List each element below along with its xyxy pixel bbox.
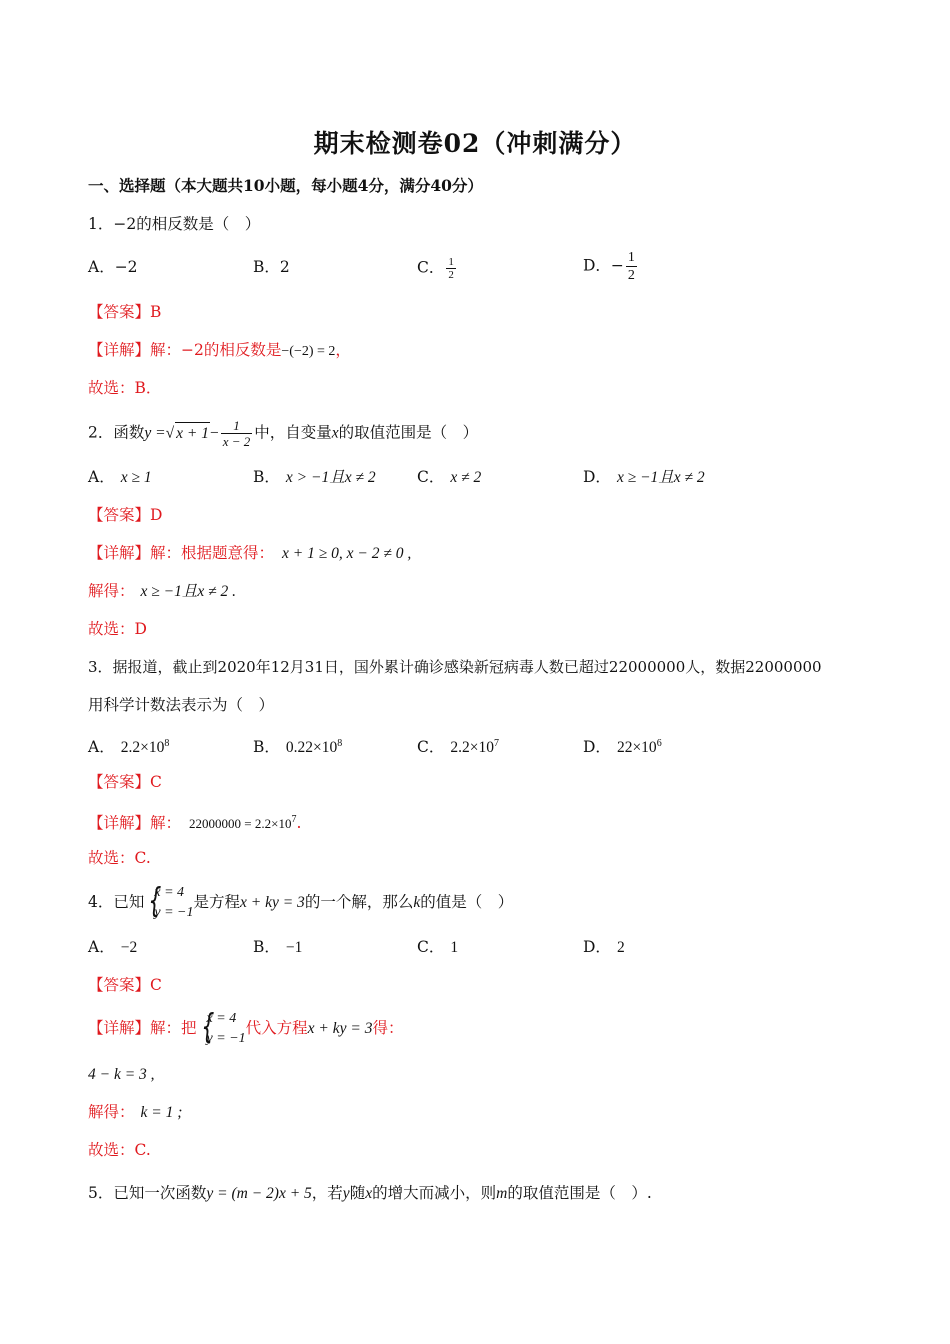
q2-option-b — [253, 466, 376, 489]
q2-option-d — [583, 466, 705, 489]
choose-label: 故选： — [88, 620, 135, 638]
q4-choose-value: C. — [134, 1141, 151, 1159]
q3-choose — [88, 847, 151, 869]
q2-stem: 2．函数y =√ x + 1− $\frac{1}{x - 2}$ 中，自变量x的取值范围是（ ） — [88, 418, 479, 449]
answer-label: 【答案】 — [88, 506, 151, 524]
q2-option-c-label: C． — [417, 468, 445, 486]
q2-explain — [88, 542, 411, 565]
choose-label: 故选： — [88, 379, 135, 397]
q2-option-a-math: x ≥ 1 — [120, 469, 152, 486]
q5-var-m: m — [496, 1185, 508, 1202]
q2-answer — [88, 504, 162, 526]
q3-choose-value: C. — [134, 849, 151, 867]
answer-label: 【答案】 — [88, 976, 151, 994]
q4-explain-pre: 把 — [181, 1019, 197, 1037]
q3-option-a-label: A． — [88, 738, 115, 757]
q4-explain-system — [197, 1009, 246, 1049]
q2-solved — [88, 580, 236, 603]
q1-option-c-label: C． — [417, 258, 445, 277]
q4-system — [144, 883, 193, 923]
q5-stem — [88, 1182, 652, 1205]
q5-stem-mid2: 随 — [349, 1184, 366, 1202]
q2-var: x — [331, 424, 339, 442]
q2-option-b-math: x > −1且x ≠ 2 — [285, 469, 376, 486]
q1-explain: 【详解】解：−2的相反数是−(−2) = 2， — [88, 341, 351, 359]
answer-label: 【答案】 — [88, 303, 151, 321]
q2-option-d-label: D． — [583, 468, 611, 486]
q5-stem-mid: ，若 — [311, 1184, 343, 1202]
q3-explain: 【详解】解： $22000000 = 2.2\times 10^7$. — [88, 814, 302, 833]
q4-option-a-label: A． — [88, 938, 115, 956]
left-brace-icon: { — [200, 1007, 214, 1047]
q4-option-b-label: B． — [253, 938, 280, 956]
q3-option-b-exp: 8 — [337, 738, 343, 749]
q4-explain-mid: 代入方程 — [245, 1019, 308, 1037]
q3-option-c-base: 2.2×10 — [450, 739, 494, 757]
q3-option-a — [88, 733, 169, 759]
q5-var-y: y — [342, 1185, 350, 1202]
choose-label: 故选： — [88, 849, 135, 867]
q4-option-b-value: −1 — [285, 939, 303, 956]
q4-solved-math: k = 1 ; — [140, 1104, 183, 1121]
q2-y-eq: y = — [144, 424, 166, 442]
q4-stem-pre: 4．已知 — [88, 893, 145, 911]
q3-stem-line1: 3．据报道，截止到2020年12月31日，国外累计确诊感染新冠病毒人数已超过22000000人，数据22000000 — [88, 658, 822, 676]
q4-stem-end: 的值是（ ） — [420, 893, 514, 911]
q4-option-a-value: −2 — [120, 939, 138, 956]
q1-stem: 1．−2的相反数是（ ） — [88, 215, 261, 233]
q1-option-d-den: 2 — [627, 268, 635, 283]
q4-system-row2: y = −1 — [154, 905, 194, 920]
q2-frac-den: x − 2 — [222, 434, 251, 449]
q3-option-c-label: C． — [417, 738, 445, 757]
solve-label: 解： — [150, 1019, 182, 1037]
q4-system-row1: x = 4 — [154, 885, 185, 900]
q4-option-c — [417, 936, 458, 959]
q1-option-c-fraction — [446, 256, 456, 281]
q3-answer — [88, 771, 162, 793]
q5-stem-pre: 5．已知一次函数 — [88, 1184, 207, 1202]
explain-label: 【详解】 — [88, 814, 151, 833]
q2-option-c — [417, 466, 481, 489]
section-heading: 一、选择题（本大题共10小题，每小题4分，满分40分） — [88, 176, 483, 195]
q2-minus: − — [209, 424, 219, 442]
q3-option-a-base: 2.2×10 — [120, 739, 165, 757]
q1-answer-value: B — [150, 303, 162, 321]
q1-option-c-num: 1 — [448, 256, 454, 268]
explain-label: 【详解】 — [88, 544, 151, 562]
q4-explain-eq: x + ky = 3 — [307, 1020, 373, 1037]
q3-option-b-base: 0.22×10 — [285, 739, 338, 757]
q1-explain-text: −2的相反数是 — [181, 341, 282, 359]
q1-choose — [88, 377, 161, 399]
explain-label: 【详解】 — [88, 341, 151, 359]
q1-choose-value: B． — [134, 379, 162, 397]
q2-stem-post: 中，自变量 — [254, 423, 332, 442]
q4-explain-post: 得： — [372, 1019, 404, 1037]
solved-label: 解得： — [88, 1103, 135, 1121]
q4-answer — [88, 974, 162, 996]
q4-stem — [88, 880, 513, 925]
q5-var-x: x — [365, 1185, 373, 1202]
solved-label: 解得： — [88, 582, 135, 600]
left-brace-icon: { — [148, 881, 162, 921]
q1-option-d-fraction — [626, 249, 637, 284]
q3-option-d-exp: 6 — [656, 738, 662, 749]
q3-option-d-base: 22×10 — [616, 739, 657, 757]
q2-choose — [88, 618, 147, 640]
q4-explain-system-row2: y = −1 — [206, 1031, 246, 1046]
q3-option-d-label: D． — [583, 738, 611, 757]
q3-option-a-exp: 8 — [164, 738, 170, 749]
q4-option-c-value: 1 — [450, 939, 459, 956]
q2-stem-pre: 2．函数 — [88, 423, 145, 442]
q1-answer — [88, 301, 161, 323]
q5-stem-end: 的取值范围是（ ）. — [507, 1184, 652, 1202]
q1-explain-math: −(−2) = 2 — [281, 344, 336, 359]
q1-option-d-num: 1 — [627, 250, 635, 265]
q2-sqrt: x + 1 — [175, 422, 210, 445]
solve-label: 解： — [150, 544, 182, 562]
q4-choose — [88, 1139, 151, 1161]
q2-option-c-math: x ≠ 2 — [450, 469, 482, 486]
q1-option-d-label: D．− — [583, 256, 624, 275]
q2-solved-math: x ≥ −1且x ≠ 2 . — [140, 583, 236, 600]
solve-label: 解： — [150, 341, 182, 359]
q3-explain-exp: 7 — [291, 814, 297, 825]
q2-fraction — [221, 418, 253, 449]
q2-option-d-math: x ≥ −1且x ≠ 2 — [616, 469, 705, 486]
q4-step — [88, 1063, 155, 1086]
q3-option-d — [583, 733, 662, 759]
q4-step-math: 4 − k = 3 , — [88, 1066, 155, 1083]
q2-explain-text: 根据题意得： — [181, 544, 275, 562]
q1-option-c-den: 2 — [448, 269, 454, 281]
solve-label: 解： — [150, 814, 182, 833]
q3-option-c-exp: 7 — [494, 738, 499, 749]
q3-explain-math: 22000000 = 2.2×10 — [189, 816, 292, 832]
q2-choose-value: D — [134, 620, 147, 638]
q4-option-c-label: C． — [417, 938, 445, 956]
q4-explain — [88, 1006, 404, 1051]
q4-option-d-value: 2 — [616, 939, 625, 956]
q3-option-b-label: B． — [253, 738, 280, 757]
q4-stem-post: 的一个解，那么 — [304, 893, 414, 911]
q3-stem-line2: 用科学计数法表示为（ ） — [88, 696, 275, 714]
q2-option-a-label: A． — [88, 468, 115, 486]
q1-option-b: B．2 — [253, 258, 290, 276]
q1-option-d — [583, 249, 639, 284]
q3-option-b — [253, 733, 342, 759]
q2-answer-value: D — [150, 506, 163, 524]
explain-label: 【详解】 — [88, 1019, 151, 1037]
q4-stem-mid: 是方程 — [193, 893, 240, 911]
q2-explain-math: x + 1 ≥ 0, x − 2 ≠ 0 , — [282, 545, 412, 562]
q4-option-d-label: D． — [583, 938, 611, 956]
choose-label: 故选： — [88, 1141, 135, 1159]
q1-option-a: A．−2 — [88, 258, 138, 276]
q4-eq: x + ky = 3 — [240, 894, 305, 911]
answer-label: 【答案】 — [88, 773, 151, 791]
q4-option-a — [88, 936, 137, 959]
q2-stem-end: 的取值范围是（ ） — [338, 423, 479, 442]
q1-option-c — [417, 256, 458, 281]
page-title: 期末检测卷02（冲刺满分） — [313, 129, 637, 158]
q4-option-d — [583, 936, 625, 959]
q2-frac-num: 1 — [233, 418, 240, 433]
q4-explain-system-row1: x = 4 — [206, 1011, 237, 1026]
q5-stem-math: y = (m − 2)x + 5 — [206, 1185, 312, 1202]
q4-var: k — [413, 894, 421, 911]
q2-option-b-label: B． — [253, 468, 280, 486]
q3-option-c — [417, 733, 499, 759]
q4-option-b — [253, 936, 302, 959]
q5-stem-mid3: 的增大而减小，则 — [372, 1184, 497, 1202]
q3-answer-value: C — [150, 773, 162, 791]
q4-answer-value: C — [150, 976, 162, 994]
q2-option-a — [88, 466, 152, 489]
q4-solved — [88, 1101, 182, 1124]
